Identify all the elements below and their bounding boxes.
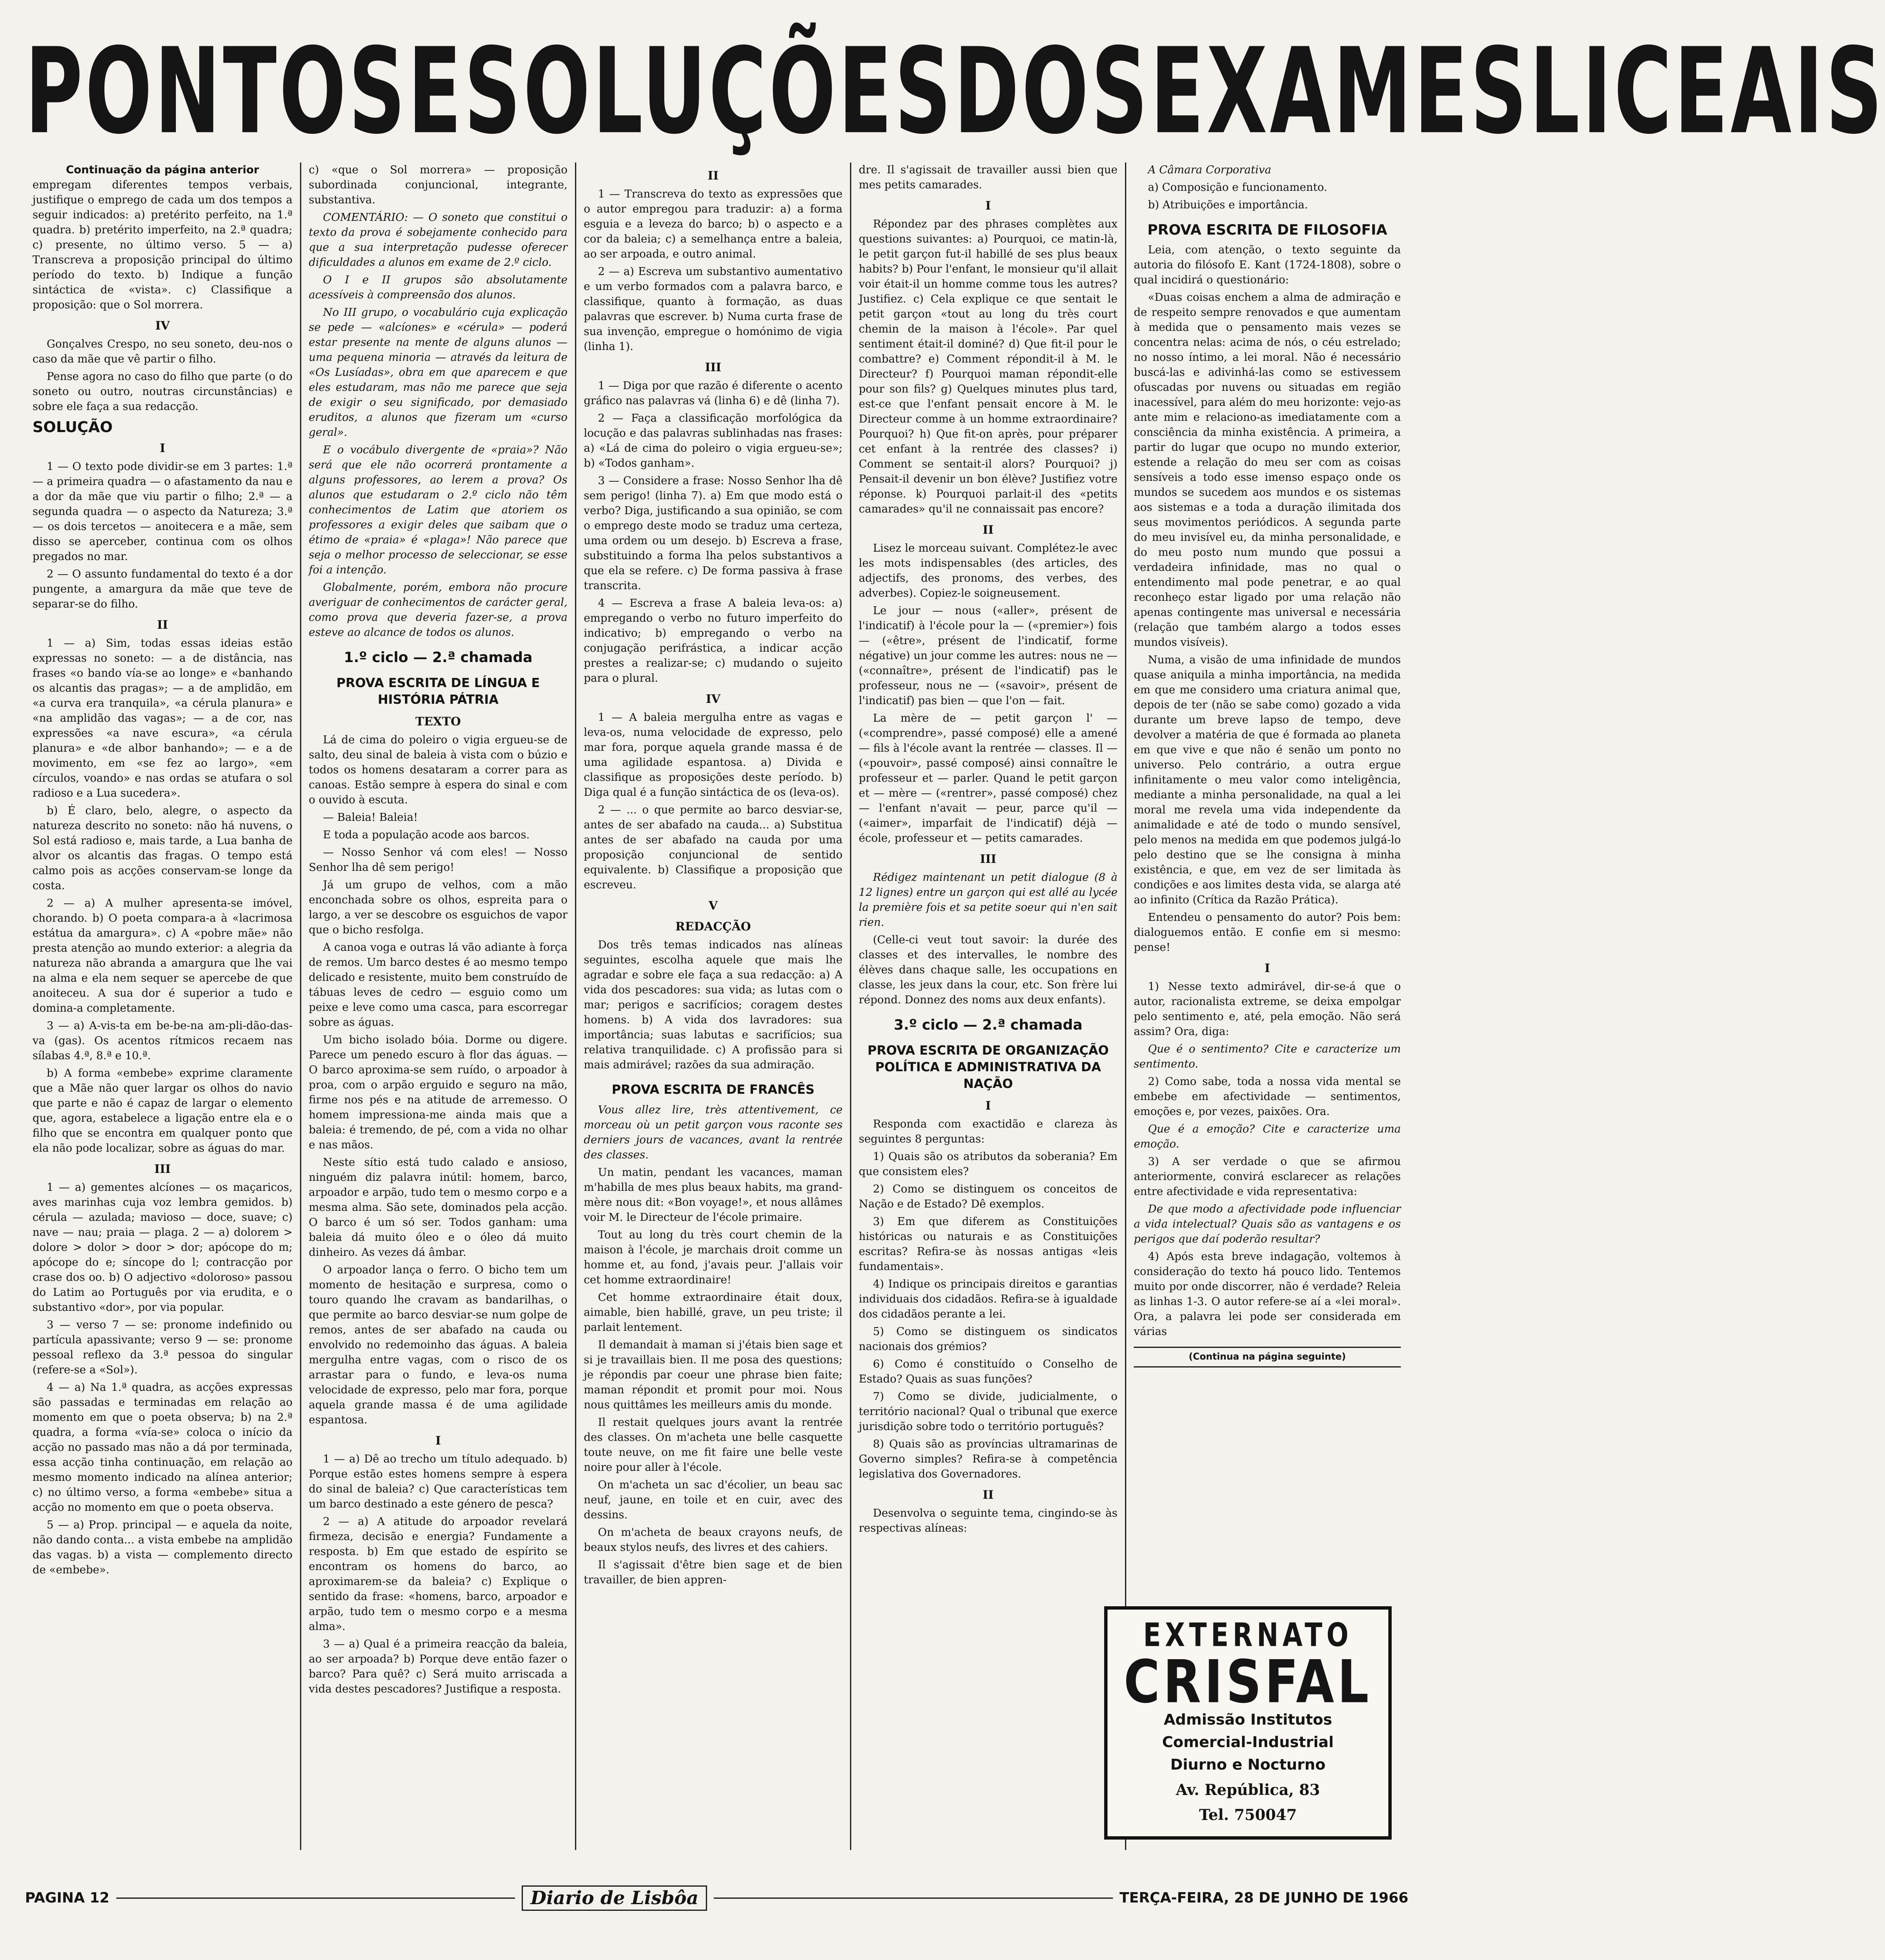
section-number: V	[708, 899, 718, 912]
paragraph: O I e II grupos são absolutamente acessíveis à compreensão dos alunos.	[309, 274, 568, 301]
paragraph: 1 — A baleia mergulha entre as vagas e leva-os, numa velocidade de expresso, pelo mar fora, porque aquela grande massa é de uma agilidade espantosa. a) Divida e classifique as proposições deste período. b) Diga qual é a função sintáctica de os (leva-os).	[584, 711, 842, 799]
paragraph: 3 — Considere a frase: Nosso Senhor lha dê sem perigo! (linha 7). a) Em que modo está o verbo? Diga, justificando a sua opinião, se com o emprego deste modo se traduz uma certeza, uma ordem ou um desejo. b) Escreva a frase, substituindo a forma lha pelos substantivos a que ela se refere. c) De forma passiva à frase transcrita.	[584, 475, 842, 592]
column-1	[25, 162, 300, 1850]
headline-word: E	[408, 22, 464, 160]
ad-line: Admissão Institutos	[1163, 1711, 1332, 1728]
paragraph: 3 — a) Qual é a primeira reacção da baleia, ao ser arpoada? b) Porque deve então fazer o barco? Para quê? c) Será muito arriscada a vida destes pescadores? Justifique a resposta.	[309, 1638, 568, 1695]
headline-word: SOLUÇÕES	[464, 22, 954, 160]
paragraph: Neste sítio está tudo calado e ansioso, ninguém diz palavra inútil: homem, barco, arpoador e arpão, tudo tem o mesmo corpo e a mesma alma. São sete, dominados pela acção. O barco é um só ser. Todos ganham: uma baleia dá muito óleo e o óleo dá muito dinheiro. As vezes dá âmbar.	[309, 1156, 568, 1259]
cycle-heading: 3.º ciclo — 2.ª chamada	[894, 1017, 1082, 1033]
paragraph: 2 — a) Escreva um substantivo aumentativo e um verbo formados com a palavra barco, e classifique, quanto à formação, as duas palavras que escrever. b) Numa curta frase de sua invenção, empregue o homónimo de vigia (linha 1).	[584, 265, 842, 353]
paragraph: 2 — Faça a classificação morfológica da locução e das palavras sublinhadas nas frases: a) «Lá de cima do poleiro o vigia ergueu-se»; b) «Todos ganham».	[584, 412, 842, 470]
paragraph: 1 — a) gementes alcíones — os maçaricos, aves marinhas cuja voz lembra gemidos. b) cérula — azulada; mavioso — doce, suave; c) nave — nau; praia — plaga. 2 — a) dolorem > dolore > dolor > door > dor; apócope do m; apócope do e; síncope do l; contracção por crase dos oo. b) O adjectivo «doloroso» passou do Latim ao Português por via erudita, e o substantivo «dor», por via popular.	[32, 1181, 292, 1314]
paragraph: «Duas coisas enchem a alma de admiração e de respeito sempre renovados e que aumentam à medida que o pensamento mais vezes se concentra nelas: acima de nós, o céu estrelado; no nosso íntimo, a lei moral. Não é necessário buscá-las e adivinhá-las como se estivessem ofuscadas por nuvens ou situadas em região inacessível, para além do meu horizonte: vejo-as ante mim e relaciono-as imediatamente com a consciência da minha existência. A primeira, a partir do lugar que ocupo no mundo exterior, estende a relação do meu ser com as coisas sensíveis a todo esse imenso espaço onde os mundos se sucedem aos mundos e os sistemas aos sistemas e a toda a duração ilimitada dos seus movimentos periódicos. A segunda parte do meu invisível eu, da minha personalidade, e do meu posto num mundo que possui a verdadeira infinidade, mas no qual o entendimento mal pode penetrar, e ao qual reconheço estar ligado por uma relação não apenas contingente mas universal e necessária (relação que também alargo a todos esses mundos visíveis).	[1134, 291, 1401, 649]
paragraph: Il demandait à maman si j'étais bien sage et si je travaillais bien. Il me posa des questions; je répondis par coeur une phrase bien faite; maman répondit et promit pour moi. Nous nous quittâmes les meilleurs amis du monde.	[584, 1339, 842, 1411]
paragraph: Já um grupo de velhos, com a mão enconchada sobre os olhos, espreita para o largo, a ver se descobre os esguichos de vapor que o bicho resfolga.	[309, 879, 568, 936]
column-3	[575, 162, 850, 1850]
advertisement-box	[1104, 1606, 1392, 1840]
paragraph: Vous allez lire, très attentivement, ce morceau où un petit garçon vous raconte ses derniers jours de vacances, avant la rentrée des classes.	[584, 1104, 842, 1161]
paragraph: a) Composição e funcionamento.	[1148, 181, 1328, 194]
paragraph: Répondez par des phrases complètes aux questions suivantes: a) Pourquoi, ce matin-là, le petit garçon fut-il habillé de ses plus beaux habits? b) Pour l'enfant, le monsieur qu'il allait voir était-il un homme comme tous les autres? Justifiez. c) Cela explique ce que sentait le petit garçon «tout au long du très court chemin de la maison à l'école». Par quel sentiment était-il dominé? d) Que fit-il pour le combattre? e) Comment répondit-il à M. le Directeur? f) Pourquoi maman répondit-elle pour son fils? g) Quelques minutes plus tard, est-ce que l'enfant pensait encore à M. le Directeur comme à un homme extraordinaire? Pourquoi? h) Que fit-on après, pour préparer cet enfant à la rentrée des classes? i) Comment se sentait-il alors? Pourquoi? j) Pensait-il devenir un bon élève? Justifiez votre réponse. k) Pourquoi parlait-il des «petits camarades» qu'il ne connaissait pas encore?	[859, 218, 1118, 515]
section-number: I	[435, 1434, 441, 1448]
paragraph: 3 — a) A-vis-ta em be-be-na am-pli-dão-das-va (gas). Os acentos rítmicos recaem nas sílabas 4.ª, 8.ª e 10.ª.	[32, 1020, 292, 1062]
section-number: II	[157, 618, 168, 632]
paragraph: Dos três temas indicados nas alíneas seguintes, escolha aquele que mais lhe agradar e sobre ele faça a sua redacção: a) A vida dos pescadores: sua vida; as lutas com o mar; perigos e sacrifícios; coragem destes homens. b) A vida dos lavradores: sua importância; suas labutas e sacrifícios; sua relativa tranquilidade. c) A profissão para si mais admirável; razões da sua admiração.	[584, 939, 842, 1071]
paragraph: Globalmente, porém, embora não procure averiguar de conhecimentos de carácter geral, como prova que deveria fazer-se, a prova esteve ao alcance de todos os alunos.	[309, 581, 568, 639]
headline-word: DOS	[954, 22, 1150, 160]
exam-heading: PROVA ESCRITA DE FRANCÊS	[612, 1082, 815, 1097]
paragraph: Desenvolva o seguinte tema, cingindo-se às respectivas alíneas:	[859, 1507, 1118, 1535]
section-number: IV	[706, 692, 720, 706]
section-number: II	[708, 169, 719, 182]
paragraph: 8) Quais são as províncias ultramarinas de Governo simples? Refira-se à competência legislativa dos Governadores.	[859, 1438, 1118, 1480]
ad-line: Diurno e Nocturno	[1170, 1756, 1326, 1773]
ad-address: Av. República, 83	[1176, 1781, 1320, 1799]
paragraph: Numa, a visão de uma infinidade de mundos quase aniquila a minha importância, na medida em que me considero uma criatura animal que, depois de ter (não se sabe como) gozado a vida durante um breve lapso de tempo, deve devolver a matéria de que é formada ao planeta em que vive e que não é senão um ponto no universo. Pelo contrário, a outra ergue infinitamente o meu valor como inteligência, mediante a minha personalidade, na qual a lei moral me revela uma vida independente da animalidade e até de todo o mundo sensível, pelo menos na medida em que podemos julgá-lo pelo destino que se lhe consigna à minha existência, e que, em vez de ser limitada às condições e aos limites desta vida, se alarga até ao infinito (Crítica da Razão Prática).	[1134, 654, 1401, 906]
paragraph: 6) Como é constituído o Conselho de Estado? Quais as suas funções?	[859, 1358, 1118, 1385]
section-number: I	[1264, 961, 1270, 975]
paragraph: 1 — Transcreva do texto as expressões que o autor empregou para traduzir: a) a forma esguia e a leveza do barco; b) o aspecto e a cor da baleia; c) a semelhança entre a baleia, ao ser arpoada, e outro animal.	[584, 188, 842, 260]
paragraph: Il s'agissait d'être bien sage et de bien travailler, de bien appren-	[584, 1559, 842, 1586]
paragraph: 5) Como se distinguem os sindicatos nacionais dos grémios?	[859, 1325, 1118, 1353]
paragraph: c) «que o Sol morrera» — proposição subordinada conjuncional, integrante, substantiva.	[309, 164, 568, 206]
section-number: IV	[155, 319, 170, 332]
ad-brand: CRISFAL	[1124, 1647, 1372, 1716]
footer-rule	[714, 1898, 1113, 1899]
issue-date: TERÇA-FEIRA, 28 DE JUNHO DE 1966	[1119, 1890, 1409, 1906]
paragraph: 3) Em que diferem as Constituições históricas ou naturais e as Constituições escritas? Refira-se às nossas antigas «leis fundamentais».	[859, 1215, 1118, 1273]
paragraph: dre. Il s'agissait de travailler aussi bien que mes petits camarades.	[859, 164, 1118, 191]
column-2	[300, 162, 575, 1850]
paragraph: 4) Após esta breve indagação, voltemos à consideração do texto há pouco lido. Tentemos muito por onde discorrer, não é verdade? Releia as linhas 1-3. O autor refere-se aí a «lei moral». Ora, a palavra lei pode ser considerada em várias	[1134, 1250, 1401, 1338]
paragraph: 4 — a) Na 1.ª quadra, as acções expressas são passadas e terminadas em relação ao momento em que o poeta observa; b) na 2.ª quadra, a forma «vía-se» coloca o início da acção no passado mas não a dá por terminada, essa acção tinha continuação, em relação ao mesmo momento indicado na alínea anterior; c) no último verso, a forma «embebe» situa a acção no momento em que o poeta observa.	[32, 1381, 292, 1514]
paragraph: 3) A ser verdade o que se afirmou anteriormente, convirá esclarecer as relações entre afectividade e vida representativa:	[1134, 1155, 1401, 1198]
paragraph: b) É claro, belo, alegre, o aspecto da natureza descrito no soneto: não há nuvens, o Sol está radioso e, mais tarde, a Lua banha de alvor os alcantis das fragas. O tempo está calmo pois as acções conservam-se longe da costa.	[32, 805, 292, 892]
paragraph: b) Atribuições e importância.	[1148, 199, 1308, 211]
cycle-heading: 1.º ciclo — 2.ª chamada	[344, 649, 532, 666]
column-5	[1125, 162, 1408, 1850]
paragraph: b) A forma «embebe» exprime claramente que a Mãe não quer largar os olhos do navio que parte e não é capaz de largar o elemento que, agora, estabelece a ligação entre ela e o filho que se encontra em qualquer ponto que ela não pode localizar, sobre as águas do mar.	[32, 1067, 292, 1155]
paragraph: 1 — Diga por que razão é diferente o acento gráfico nas palavras vá (linha 6) e dê (linha 7).	[584, 380, 842, 407]
paragraph: COMENTÁRIO: — O soneto que constitui o texto da prova é sobejamente conhecido para que a sua interpretação pudesse oferecer dificuldades a alunos em exame de 2.º ciclo.	[309, 211, 568, 269]
headline-word: PONTOS	[25, 22, 408, 160]
section-number: III	[980, 852, 997, 866]
paragraph: Rédigez maintenant un petit dialogue (8 à 12 lignes) entre un garçon qui est allé au lycée la première fois et sa petite soeur qui n'en sait rien.	[859, 871, 1118, 929]
paragraph: 2 — O assunto fundamental do texto é a dor pungente, a amargura da mãe que teve de separar-se do filho.	[32, 568, 292, 610]
paragraph: — Nosso Senhor vá com eles! — Nosso Senhor lha dê sem perigo!	[309, 846, 568, 874]
solution-heading: SOLUÇÃO	[32, 419, 113, 436]
paragraph: 4) Indique os principais direitos e garantias individuais dos cidadãos. Refira-se à igualdade dos cidadãos perante a lei.	[859, 1278, 1118, 1320]
ad-phone: Tel. 750047	[1199, 1806, 1297, 1824]
paragraph: On m'acheta un sac d'écolier, un beau sac neuf, jaune, en toile et en cuir, avec des dessins.	[584, 1479, 842, 1521]
paragraph: Um bicho isolado bóia. Dorme ou digere. Parece um penedo escuro à flor das águas. — O barco aproxima-se sem ruído, o arpoador à proa, com o arpão erguido e seguro na mão, firme nos pés e na atitude de arremesso. O homem impressiona-me ainda mais que a baleia: é tremendo, de pé, com a vida no olhar e nas mãos.	[309, 1034, 568, 1151]
paragraph: — Baleia! Baleia!	[323, 811, 418, 824]
paragraph: 2 — a) A mulher apresenta-se imóvel, chorando. b) O poeta compara-a à «lacrimosa estátua da amargura». c) A «pobre mãe» não presta atenção ao mundo exterior: a alegria da natureza não abranda a amargura que lhe vai na alma e ela nem sequer se apercebe de que anoiteceu. A sua dor é superior a tudo e domina-a completamente.	[32, 897, 292, 1015]
exam-heading: PROVA ESCRITA DE LÍNGUA E HISTÓRIA PÁTRIA	[336, 676, 540, 707]
section-number: III	[705, 360, 722, 374]
article-columns	[25, 162, 1408, 1850]
ad-title: EXTERNATO	[1143, 1615, 1353, 1654]
section-number: I	[985, 1099, 991, 1112]
paragraph: Leia, com atenção, o texto seguinte da autoria do filósofo E. Kant (1724-1808), sobre o qual incidirá o questionário:	[1134, 244, 1401, 286]
column-4	[850, 162, 1125, 1850]
section-number: II	[982, 523, 994, 537]
paragraph: 2 — a) A atitude do arpoador revelará firmeza, decisão e energia? Fundamente a resposta. b) Em que estado de espírito se encontram os homens do barco, ao aproximarem-se da baleia? c) Explique o sentido da frase: «homens, barco, arpoador e arpão, tudo tem o mesmo corpo e a mesma alma».	[309, 1515, 568, 1633]
paragraph: 1 — a) Dê ao trecho um título adequado. b) Porque estão estes homens sempre à espera do sinal de baleia? c) Que características tem um barco destinado a este género de pesca?	[309, 1453, 568, 1510]
page-footer	[25, 1883, 1408, 1912]
paragraph: 2) Como se distinguem os conceitos de Nação e de Estado? Dê exemplos.	[859, 1183, 1118, 1210]
paragraph: De que modo a afectividade pode influenciar a vida intelectual? Quais são as vantagens e os perigos que daí poderão resultar?	[1134, 1203, 1401, 1245]
paragraph: 1 — O texto pode dividir-se em 3 partes: 1.ª — a primeira quadra — o afastamento da nau e a dor da mãe que viu partir o filho; 2.ª — a segunda quadra — o aspecto da Natureza; 3.ª — os dois tercetos — anoitecera e a mãe, sem disso se aperceber, continua com os olhos pregados no mar.	[32, 460, 292, 563]
paragraph: 7) Como se divide, judicialmente, o território nacional? Qual o tribunal que exerce jurisdição sobre todo o território português?	[859, 1390, 1118, 1433]
paragraph: Entendeu o pensamento do autor? Pois bem: dialoguemos então. E confie em si mesmo: pense!	[1134, 911, 1401, 954]
page-number: PAGINA 12	[25, 1890, 110, 1906]
paragraph: 1) Nesse texto admirável, dir-se-á que o autor, racionalista extreme, se deixa empolgar pelo sentimento e, até, pela emoção. Não será assim? Ora, diga:	[1134, 980, 1401, 1038]
paragraph: Il restait quelques jours avant la rentrée des classes. On m'acheta une belle casquette toute neuve, on me fit faire une belle veste noire pour aller à l'école.	[584, 1416, 842, 1474]
headline-word: EXAMES	[1150, 22, 1530, 160]
redaction-heading: REDACÇÃO	[675, 920, 751, 933]
paragraph: 1) Quais são os atributos da soberania? Em que consistem eles?	[859, 1150, 1118, 1178]
paragraph: Lá de cima do poleiro o vigia ergueu-se de salto, deu sinal de baleia à vista com o búzio e todos os homens desataram a correr para as canoas. Estão sempre à espera do sinal e com o ouvido à escuta.	[309, 734, 568, 806]
paragraph: Que é o sentimento? Cite e caracterize um sentimento.	[1134, 1043, 1401, 1070]
footer-rule	[116, 1898, 515, 1899]
newspaper-logo: Diario de Lisbôa	[522, 1885, 707, 1911]
section-number: II	[982, 1488, 994, 1502]
paragraph: A canoa voga e outras lá vão adiante à força de remos. Um barco destes é ao mesmo tempo delicado e resistente, muito bem construído de tábuas leves de cedro — esguio como um peixe e leve como uma casca, para escorregar sobre as águas.	[309, 941, 568, 1029]
paragraph: La mère de — petit garçon l' — («comprendre», passé composé) elle a amené — fils à l'école avant la rentrée — classes. Il — («pouvoir», passé composé) ainsi connaître le professeur et — parler. Quand le petit garçon et — mère — («rentrer», passé composé) chez — l'enfant n'avait — peur, parce qu'il — («aimer», imparfait de l'indicatif) déjà — école, professeur et — petits camarades.	[859, 712, 1118, 845]
paragraph: Pense agora no caso do filho que parte (o do soneto ou outro, noutras circunstâncias) e sobre ele faça a sua redacção.	[32, 370, 292, 413]
section-number: I	[985, 199, 991, 212]
headline	[25, 22, 1885, 160]
paragraph: No III grupo, o vocabulário cuja explicação se pede — «alcíones» e «cérula» — poderá estar presente na mente de alguns alunos — uma pequena minoria — através da leitura de «Os Lusíadas», obra em que aparecem e que eles estudaram, mas não me parece que seja de exigir o seu significado, por demasiado eruditos, a alunos que fizeram um «curso geral».	[309, 306, 568, 439]
paragraph: Un matin, pendant les vacances, maman m'habilla de mes plus beaux habits, ma grand-mère nous dit: «Bon voyage!», et nous allâmes voir M. le Directeur de l'école primaire.	[584, 1166, 842, 1224]
paragraph: On m'acheta de beaux crayons neufs, de beaux stylos neufs, des livres et des cahiers.	[584, 1526, 842, 1554]
section-number: III	[154, 1162, 171, 1176]
ad-line: Comercial-Industrial	[1162, 1734, 1334, 1751]
paragraph: 2 — ... o que permite ao barco desviar-se, antes de ser abafado na cauda... a) Substitua antes de ser abafado na cauda por uma proposição conjuncional de sentido equivalente. b) Classifique a proposição que escreveu.	[584, 804, 842, 891]
continuation-label: Continuação da página anterior	[66, 164, 259, 176]
paragraph: Responda com exactidão e clareza às seguintes 8 perguntas:	[859, 1118, 1118, 1145]
paragraph: 3 — verso 7 — se: pronome indefinido ou partícula apassivante; verso 9 — se: pronome pessoal reflexo da 3.ª pessoa do singular (refere-se a «Sol»).	[32, 1319, 292, 1376]
paragraph: Gonçalves Crespo, no seu soneto, deu-nos o caso da mãe que vê partir o filho.	[32, 338, 292, 365]
paragraph: E toda a população acode aos barcos.	[323, 829, 530, 841]
section-number: I	[160, 441, 165, 455]
text-heading: TEXTO	[415, 715, 461, 728]
paragraph: Le jour — nous («aller», présent de l'indicatif) à l'école pour la — («premier») fois — («être», présent de l'indicatif, forme négative) un jour comme les autres: nous ne — («connaître», présent de l'indicatif) pas le professeur, nous ne — («savoir», présent de l'indicatif) pas bien — que l'on — fait.	[859, 605, 1118, 707]
exam-heading: PROVA ESCRITA DE ORGANIZAÇÃO POLÍTICA E ADMINISTRATIVA DA NAÇÃO	[867, 1043, 1109, 1091]
headline-word: LICEAIS	[1529, 22, 1885, 160]
paragraph: A Câmara Corporativa	[1148, 164, 1271, 176]
paragraph: 5 — a) Prop. principal — e aquela da noite, não dando conta... a vista embebe na amplidão das vagas. b) a vista — complemento directo de «embebe».	[32, 1519, 292, 1576]
paragraph: Tout au long du très court chemin de la maison à l'école, je marchais droit comme un homme et, au fond, j'avais peur. J'allais voir cet homme extraordinaire!	[584, 1229, 842, 1286]
paragraph: 1 — a) Sim, todas essas ideias estão expressas no soneto: — a de distância, nas frases «o bando vía-se ao longe» e «banhando os alcantis das pragas»; — a de amplidão, em «a curva era tranquila», «a cérula planura» e «na amplidão das vagas»; — a de cor, nas expressões «a nave escura», «a cérula planura» e «de albor banhando»; — e a de movimento, em «se fez ao largo», «em círculos, voando» e nas ordas se atufara o sol radioso e a Lua sucedera».	[32, 637, 292, 800]
continued-notice: (Continua na página seguinte)	[1134, 1347, 1401, 1368]
paragraph: Que é a emoção? Cite e caracterize uma emoção.	[1134, 1123, 1401, 1150]
paragraph: Lisez le morceau suivant. Complétez-le avec les mots indispensables (des articles, des adjectifs, des pronoms, des verbes, des adverbes). Copiez-le soigneusement.	[859, 542, 1118, 600]
paragraph: 4 — Escreva a frase A baleia leva-os: a) empregando o verbo no futuro imperfeito do indicativo; b) empregando o verbo na conjugação perifrástica, a indicar acção prestes a realizar-se; c) mudando o sujeito para o plural.	[584, 597, 842, 685]
exam-heading: PROVA ESCRITA DE FILOSOFIA	[1147, 222, 1388, 238]
paragraph: 2) Como sabe, toda a nossa vida mental se embebe em afectividade — sentimentos, emoções e, por vezes, paixões. Ora.	[1134, 1075, 1401, 1118]
paragraph: empregam diferentes tempos verbais, justifique o emprego de cada um dos tempos a seguir indicados: a) pretérito perfeito, na 1.ª quadra. b) pretérito imperfeito, na 2.ª quadra; c) presente, no último verso. 5 — a) Transcreva a proposição principal do último período do texto. b) Indique a função sintáctica de «vista». c) Classifique a proposição: que o Sol morrera.	[32, 179, 292, 311]
paragraph: O arpoador lança o ferro. O bicho tem um momento de hesitação e surpresa, como o touro quando lhe cravam as bandarilhas, o que permite ao barco desviar-se num golpe de remos, antes de ser abafado na cauda ou envolvido no redemoinho das águas. A baleia mergulha entre vagas, com o risco de os arrastar para o fundo, e leva-os numa velocidade de expresso, pelo mar fora, porque aquela grande massa é de uma agilidade espantosa.	[309, 1264, 568, 1426]
paragraph: E o vocábulo divergente de «praia»? Não será que ele não ocorrerá prontamente a alguns professores, ao lerem a prova? Os alunos que estudaram o 2.º ciclo não têm conhecimentos de Latim que atoriem os professores a exigir deles que saibam que o étimo de «praia» é «plaga»! Não parece que seja o melhor processo de seleccionar, se esse foi a intenção.	[309, 444, 568, 576]
paragraph: (Celle-ci veut tout savoir: la durée des classes et des intervalles, le nombre des élèves dans chaque salle, les occupations en classe, les jeux dans la cour, etc. Son frère lui répond. Donnez des noms aux deux enfants).	[859, 934, 1118, 1006]
paragraph: Cet homme extraordinaire était doux, aimable, bien habillé, grave, un peu triste; il parlait lentement.	[584, 1291, 842, 1334]
